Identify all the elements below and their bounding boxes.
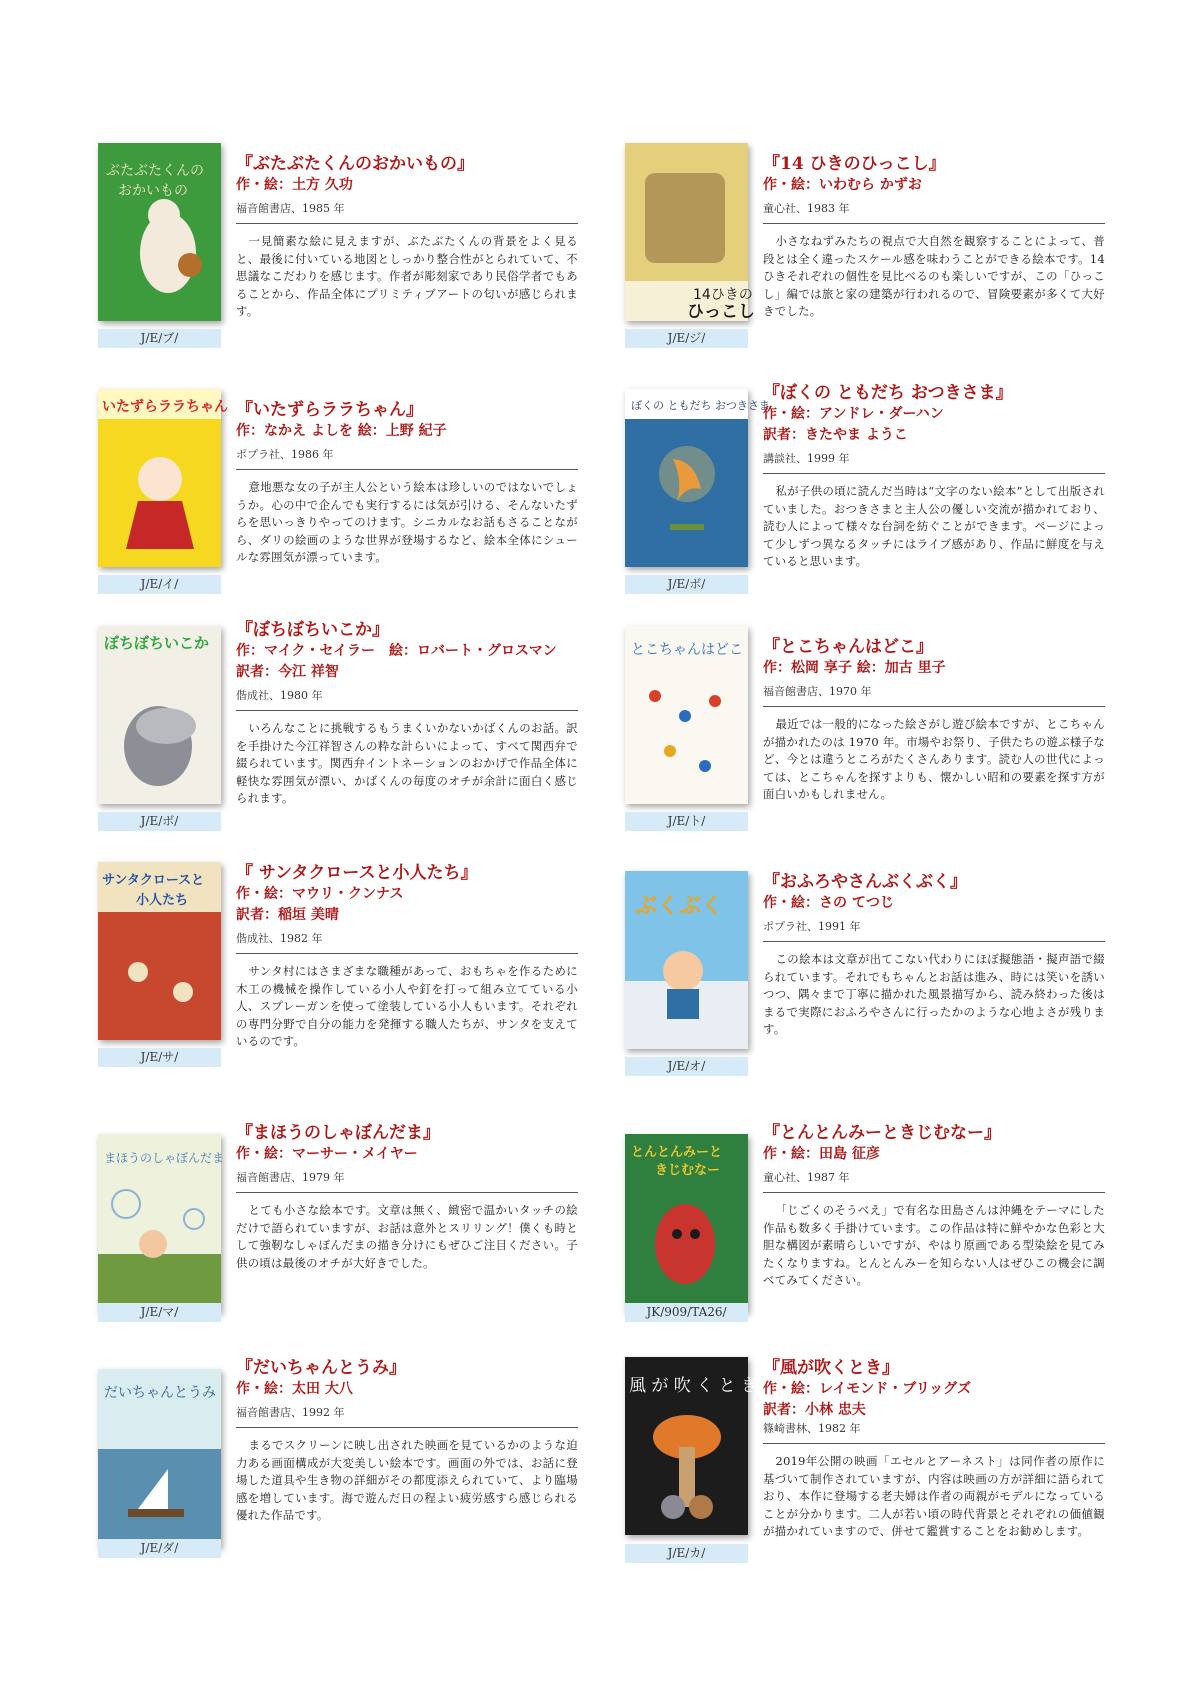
book-credit: 作・絵：いわむら かずお <box>763 177 922 193</box>
book-publisher: ポプラ社、1986 年 <box>236 447 578 470</box>
book-entry <box>625 1357 1135 1567</box>
book-description: 意地悪な女の子が主人公という絵本は珍しいのではないでしょうか。心の中で企んでも実行するには気が引ける、そんないたずらを思いっきりやってのけます。シニカルなお話もさることながら、ダリの絵画のような世界が登場するなど、絵本全体にシュールな雰囲気が漂っています。 <box>236 480 578 565</box>
book-cover <box>625 871 748 1049</box>
book-title: 『ぼちぼちいこか』 <box>236 620 389 640</box>
call-number: J/E/ブ/ <box>98 329 221 348</box>
book-cover <box>98 143 221 321</box>
book-translator: 訳者：今江 祥智 <box>236 664 339 680</box>
svg-text:サンタクロースと: サンタクロースと <box>102 873 205 888</box>
book-title: 『とんとんみーときじむなー』 <box>763 1123 1001 1143</box>
book-entry <box>98 389 608 599</box>
book-publisher: 福音館書店、1970 年 <box>763 684 1105 707</box>
book-publisher: 篠崎書林、1982 年 <box>763 1421 1105 1444</box>
book-entry <box>98 862 608 1072</box>
book-entry <box>625 872 1135 1091</box>
svg-text:ぼくの ともだち おつきさま: ぼくの ともだち おつきさま <box>631 399 770 412</box>
book-cover <box>98 626 221 804</box>
call-number: J/E/オ/ <box>625 1057 748 1076</box>
book-description: 2019年公開の映画「エセルとアーネスト」は同作者の原作に基づいて制作されていますが、内容は映画の方が詳細に語られており、本作に登場する老夫婦は作者の両親がモデルになっていることが分かります。二人が若い頃の時代背景とそれぞれの価値観が描かれていますので、併せて鑑賞することをお勧めします。 <box>763 1454 1105 1539</box>
book-publisher: 福音館書店、1979 年 <box>236 1170 578 1193</box>
book-entry <box>98 1122 608 1332</box>
book-entry <box>98 619 608 829</box>
book-publisher: 福音館書店、1992 年 <box>236 1405 578 1428</box>
book-translator: 訳者：きたやま ようこ <box>763 427 908 443</box>
book-cover <box>98 389 228 567</box>
book-title: 『 サンタクロースと小人たち』 <box>236 863 478 883</box>
book-title: 『14 ひきのひっこし』 <box>763 154 946 174</box>
book-credit: 作：なかえ よしを 絵：上野 紀子 <box>236 423 447 439</box>
book-title: 『いたずらララちゃん』 <box>236 400 423 420</box>
book-publisher: 偕成社、1982 年 <box>236 931 578 954</box>
book-cover <box>625 389 770 567</box>
svg-text:ぶたぶたくんの: ぶたぶたくんの <box>106 163 204 179</box>
book-entry <box>625 382 1135 592</box>
book-cover <box>98 1369 221 1547</box>
call-number: J/E/ダ/ <box>98 1539 221 1558</box>
call-number: J/E/サ/ <box>98 1048 221 1067</box>
svg-text:とこちゃんはどこ: とこちゃんはどこ <box>631 642 743 658</box>
book-description: いろんなことに挑戦するもうまくいかないかばくんのお話。訳を手掛けた今江祥智さんの粋な計らいによって、すべて関西弁で綴られています。関西弁イントネーションのおかげで作品全体に軽快な雰囲気が漂い、かばくんの毎度のオチが余計に面白く感じられます。 <box>236 721 578 806</box>
svg-text:だいちゃんとうみ: だいちゃんとうみ <box>104 1385 216 1401</box>
book-title: 『おふろやさんぶくぶく』 <box>763 872 967 892</box>
book-title: 『とこちゃんはどこ』 <box>763 637 933 657</box>
book-translator: 訳者：稲垣 美晴 <box>236 907 339 923</box>
svg-text:いたずらララちゃん: いたずらララちゃん <box>102 399 228 415</box>
book-publisher: 福音館書店、1985 年 <box>236 201 578 224</box>
book-description: 私が子供の頃に読んだ当時は“文字のない絵本”として出版されていました。おつきさまと主人公の優しい交流が描かれており、読む人によって様々な台詞を紡ぐことができます。ページによって少しずつ異なるタッチにはライブ感があり、作品に鮮度を与えていると思います。 <box>763 484 1105 569</box>
book-credit: 作・絵：太田 大八 <box>236 1381 353 1397</box>
book-credit: 作：マイク・セイラー 絵：ロバート・グロスマン <box>236 643 557 659</box>
svg-text:小人たち: 小人たち <box>136 893 189 908</box>
book-entry <box>625 143 1135 353</box>
book-credit: 作：松岡 享子 絵：加古 里子 <box>763 660 946 676</box>
book-title: 『ぶたぶたくんのおかいもの』 <box>236 154 474 174</box>
book-credit: 作・絵：マウリ・クンナス <box>236 886 404 902</box>
book-title: 『まほうのしゃぼんだま』 <box>236 1123 440 1143</box>
book-cover <box>625 1357 759 1535</box>
book-description: とても小さな絵本です。文章は無く、緻密で温かいタッチの絵だけで語られていますが、お話は意外とスリリング！僕くも時として強靭なしゃぼんだまの描き分けにもぜひご注目ください。子供の頃は最後のオチが大好きでした。 <box>236 1203 578 1270</box>
call-number: J/E/ト/ <box>625 812 748 831</box>
svg-text:きじむなー: きじむなー <box>655 1163 721 1178</box>
book-entry <box>98 143 608 353</box>
call-number: JK/909/TA26/ <box>625 1303 748 1322</box>
book-title: 『風が吹くとき』 <box>763 1358 899 1378</box>
book-publisher: 童心社、1983 年 <box>763 201 1105 224</box>
book-description: まるでスクリーンに映し出された映画を見ているかのような迫力ある画面構成が大変美しい絵本です。画面の外では、お話に登場した道具や生き物の詳細がその都度添えられていて、より臨場感を増しています。海で遊んだ日の程よい疲労感すら感じられる優れた作品です。 <box>236 1438 578 1523</box>
book-credit: 作・絵：アンドレ・ダーハン <box>763 406 944 422</box>
book-publisher: ポプラ社、1991 年 <box>763 919 1105 942</box>
book-entry <box>98 1357 608 1567</box>
svg-text:とんとんみーと: とんとんみーと <box>631 1145 723 1160</box>
svg-text:まほうのしゃぼんだま: まほうのしゃぼんだま <box>104 1151 225 1165</box>
svg-text:ぶくぶく: ぶくぶく <box>635 894 724 919</box>
svg-text:おかいもの: おかいもの <box>118 183 188 199</box>
book-cover <box>98 1134 225 1312</box>
book-description: 最近では一般的になった絵さがし遊び絵本ですが、とこちゃんが描かれたのは 1970 年。市場やお祭り、子供たちの遊ぶ様子など、今とは違うところがたくさんあります。読む人の世代によっては、とこちゃんを探すよりも、懐かしい昭和の要素を探す方が面白いかもしれません。 <box>763 717 1105 802</box>
book-translator: 訳者：小林 忠夫 <box>763 1402 866 1418</box>
book-publisher: 偕成社、1980 年 <box>236 688 578 711</box>
book-description: 小さなねずみたちの視点で大自然を観察することによって、普段とは全く違ったスケール感を味わうことができる絵本です。14 ひきそれぞれの個性を見比べるのも楽しいですが、この「ひっこし」編では旅と家の建築が行われるので、冒険要素が多くて大好きでした。 <box>763 234 1105 319</box>
book-credit: 作・絵：さの てつじ <box>763 895 894 911</box>
svg-text:風 が 吹 く と き: 風 が 吹 く と き <box>629 1376 759 1396</box>
book-cover <box>98 862 221 1040</box>
book-title: 『だいちゃんとうみ』 <box>236 1358 406 1378</box>
book-publisher: 講談社、1999 年 <box>763 451 1105 474</box>
svg-text:ぼちぼちいこか: ぼちぼちいこか <box>104 634 210 652</box>
svg-text:ひっこし: ひっこし <box>687 302 755 322</box>
book-cover <box>625 1134 748 1312</box>
book-entry <box>625 626 1135 836</box>
book-description: 「じごくのそうべえ」で有名な田島さんは沖縄をテーマにした作品も数多く手掛けています。この作品は特に鮮やかな色彩と大胆な構図が素晴らしいですが、やはり原画である型染絵を見てみたくなりますね。とんとんみーを知らない人はぜひこの機会に調べてみてください。 <box>763 1203 1105 1288</box>
book-cover <box>625 626 748 804</box>
book-description: この絵本は文章が出てこない代わりにほぼ擬態語・擬声語で綴られています。それでもちゃんとお話は進み、時には笑いを誘いつつ、隅々まで丁寧に描かれた風景描写から、読み終わった後はまるで実際におふろやさんに行ったかのような心地よさが残ります。 <box>763 952 1105 1037</box>
book-credit: 作・絵：レイモンド・ブリッグズ <box>763 1381 972 1397</box>
book-description: 一見簡素な絵に見えますが、ぶたぶたくんの背景をよく見ると、最後に付いている地図としっかり整合性がとられていて、不思議なこだわりを感じます。作者が彫刻家であり民俗学者でもあることから、作品全体にプリミティブアートの匂いが感じられます。 <box>236 234 578 319</box>
book-entry <box>625 1122 1135 1332</box>
call-number: J/E/カ/ <box>625 1544 748 1563</box>
call-number: J/E/ボ/ <box>98 812 221 831</box>
book-description: サンタ村にはさまざまな職種があって、おもちゃを作るために木工の機械を操作している小人や釘を打って組み立てている小人、スプレーガンを使って塗装している小人もいます。それぞれの専門分野で自分の能力を発揮する職人たちが、サンタを支えているのです。 <box>236 964 578 1049</box>
book-publisher: 童心社、1987 年 <box>763 1170 1105 1193</box>
call-number: J/E/マ/ <box>98 1303 221 1322</box>
svg-text:14ひきの: 14ひきの <box>693 287 753 303</box>
book-credit: 作・絵：マーサー・メイヤー <box>236 1146 418 1162</box>
book-credit: 作・絵：田島 征彦 <box>763 1146 880 1162</box>
book-cover <box>625 143 755 322</box>
book-title: 『ぼくの ともだち おつきさま』 <box>763 383 1013 403</box>
call-number: J/E/イ/ <box>98 575 221 594</box>
call-number: J/E/ボ/ <box>625 575 748 594</box>
book-credit: 作・絵：土方 久功 <box>236 177 353 193</box>
call-number: J/E/ジ/ <box>625 329 748 348</box>
